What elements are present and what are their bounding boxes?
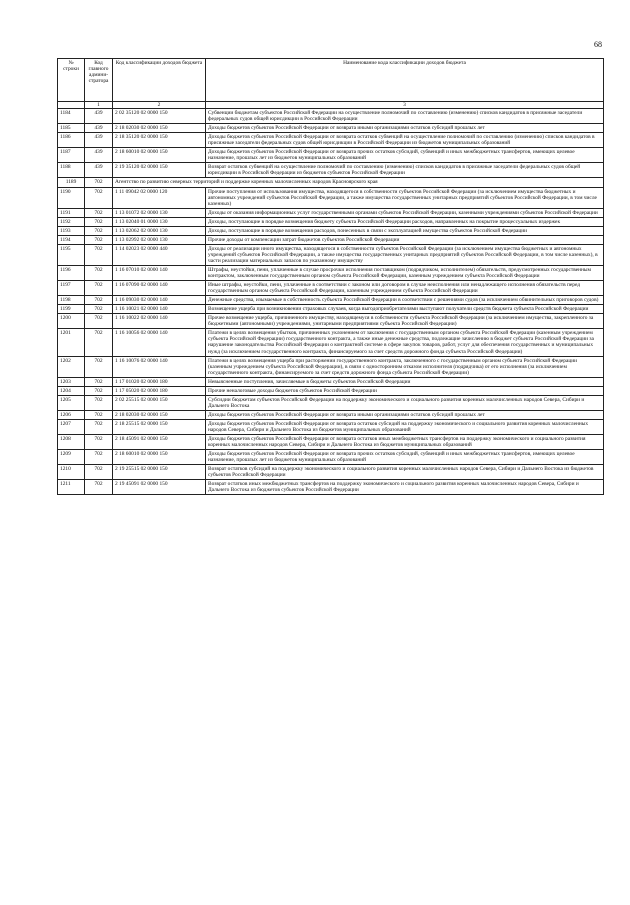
admin-code-cell: 702 bbox=[85, 226, 113, 235]
classification-code-cell: 2 18 60010 02 0000 150 bbox=[113, 148, 206, 163]
code-name-cell: Возврат остатков субсидий на поддержку экономического и социального развития коренных малочисленных народов Севера, Сибири и Дальнего Востока из бюджетов субъектов Российской Федерации bbox=[206, 465, 604, 480]
code-name-cell: Доходы бюджетов субъектов Российской Федерации от возврата остатков субвенций на осуществление полномочий по составлению (изменению) списков кандидатов в присяжные заседатели федеральных судов общей юрисдикции в Российской Федерации из бюджетов муниципальных образований bbox=[206, 133, 604, 148]
row-number-cell: 1210 bbox=[58, 465, 85, 480]
code-name-cell: Доходы бюджетов субъектов Российской Федерации от возврата иными организациями остатков субсидий прошлых лет bbox=[206, 410, 604, 419]
row-number-cell: 1202 bbox=[58, 356, 85, 377]
table-row bbox=[58, 208, 604, 217]
classification-code-cell: 2 18 25515 02 0000 150 bbox=[113, 419, 206, 434]
code-name-cell: Доходы бюджетов субъектов Российской Федерации от возврата иными организациями остатков субсидий прошлых лет bbox=[206, 124, 604, 133]
table-row bbox=[58, 419, 604, 434]
row-number-cell: 1203 bbox=[58, 377, 85, 386]
classification-code-cell: 2 19 35120 02 0000 150 bbox=[113, 163, 206, 178]
table-row bbox=[58, 314, 604, 329]
row-number-cell: 1199 bbox=[58, 305, 85, 314]
admin-code-cell: 702 bbox=[85, 244, 113, 265]
classification-code-cell: 1 13 02062 02 0000 130 bbox=[113, 226, 206, 235]
admin-code-cell: 702 bbox=[85, 410, 113, 419]
code-name-cell: Прочие неналоговые доходы бюджетов субъектов Российской Федерации bbox=[206, 386, 604, 395]
code-name-cell: Иные штрафы, неустойки, пени, уплаченные в соответствии с законом или договором в случае неисполнения или ненадлежащего исполнения обязательств перед государственным органом субъекта Российской Федерации, казенным учреждением субъекта Российской Федерации bbox=[206, 281, 604, 296]
table-row bbox=[58, 109, 604, 124]
table-row bbox=[58, 465, 604, 480]
page-number: 68 bbox=[594, 40, 602, 49]
admin-code-cell: 702 bbox=[85, 187, 113, 208]
table-row bbox=[58, 281, 604, 296]
classification-code-cell: 1 16 10021 02 0000 140 bbox=[113, 305, 206, 314]
classification-code-cell: 2 18 02030 02 0000 150 bbox=[113, 410, 206, 419]
header-classification-code: Код классификации доходов бюджета bbox=[113, 59, 206, 102]
admin-code-cell: 702 bbox=[85, 296, 113, 305]
admin-code-cell: 439 bbox=[85, 124, 113, 133]
table-row bbox=[58, 450, 604, 465]
admin-code-cell: 702 bbox=[85, 178, 113, 187]
classification-code-cell: 1 16 10022 02 0000 140 bbox=[113, 314, 206, 329]
row-number-cell: 1185 bbox=[58, 124, 85, 133]
code-name-cell: Невыясненные поступления, зачисляемые в бюджеты субъектов Российской Федерации bbox=[206, 377, 604, 386]
table-row bbox=[58, 235, 604, 244]
admin-code-cell: 702 bbox=[85, 356, 113, 377]
table-row bbox=[58, 178, 604, 187]
table-row bbox=[58, 329, 604, 356]
row-number-cell: 1206 bbox=[58, 410, 85, 419]
classification-code-cell: 1 16 10056 02 0000 140 bbox=[113, 329, 206, 356]
code-name-cell: Возврат остатков иных межбюджетных трансфертов на поддержку экономического и социального развития коренных малочисленных народов Севера, Сибири и Дальнего Востока из бюджетов субъектов Российской Федерации bbox=[206, 480, 604, 495]
admin-code-cell: 702 bbox=[85, 419, 113, 434]
admin-code-cell: 702 bbox=[85, 450, 113, 465]
classification-code-cell: 2 02 35120 02 0000 150 bbox=[113, 109, 206, 124]
table-header-row bbox=[58, 59, 604, 102]
code-name-cell: Доходы от оказания информационных услуг государственными органами субъектов Российской Федерации, казенными учреждениями субъектов Российской Федерации bbox=[206, 208, 604, 217]
admin-code-cell: 702 bbox=[85, 386, 113, 395]
table-body bbox=[58, 109, 604, 495]
code-name-cell: Платежи в целях возмещения ущерба при расторжении государственного контракта, заключенного с государственным органом субъекта Российской Федерации (казенным учреждением субъекта Российской Федерации), в связи с односторонним отказом исполнителя (подрядчика) от его исполнения (за исключением государственного контракта, финансируемого за счет средств дорожного фонда субъекта Российской Федерации) bbox=[206, 356, 604, 377]
row-number-cell: 1189 bbox=[58, 178, 85, 187]
table-row bbox=[58, 244, 604, 265]
table-row bbox=[58, 377, 604, 386]
table-row bbox=[58, 305, 604, 314]
row-number-cell: 1195 bbox=[58, 244, 85, 265]
code-name-cell: Возврат остатков субвенций на осуществление полномочий по составлению (изменению) списков кандидатов в присяжные заседатели федеральных судов общей юрисдикции в Российской Федерации из бюджетов субъектов Российской Федерации bbox=[206, 163, 604, 178]
row-number-cell: 1186 bbox=[58, 133, 85, 148]
admin-code-cell: 702 bbox=[85, 305, 113, 314]
table-row bbox=[58, 296, 604, 305]
code-name-cell: Доходы бюджетов субъектов Российской Федерации от возврата прочих остатков субсидий, субвенций и иных межбюджетных трансфертов, имеющих целевое назначение, прошлых лет из бюджетов муниципальных образований bbox=[206, 148, 604, 163]
classification-code-cell: 2 02 25515 02 0000 150 bbox=[113, 395, 206, 410]
classification-code-cell: 1 13 02040 01 0000 130 bbox=[113, 217, 206, 226]
admin-code-cell: 439 bbox=[85, 148, 113, 163]
classification-code-cell: 2 19 25515 02 0000 150 bbox=[113, 465, 206, 480]
classification-code-cell: 1 13 01072 02 0000 130 bbox=[113, 208, 206, 217]
admin-code-cell: 702 bbox=[85, 329, 113, 356]
admin-code-cell: 702 bbox=[85, 377, 113, 386]
classification-code-cell: 2 18 60010 02 0000 150 bbox=[113, 450, 206, 465]
code-name-cell: Доходы бюджетов субъектов Российской Федерации от возврата остатков иных межбюджетных трансфертов на поддержку экономического и социального развития коренных малочисленных народов Севера, Сибири и Дальнего Востока из бюджетов муниципальных образований bbox=[206, 435, 604, 450]
classification-code-cell: 1 16 10076 02 0000 140 bbox=[113, 356, 206, 377]
admin-code-cell: 702 bbox=[85, 465, 113, 480]
row-number-cell: 1201 bbox=[58, 329, 85, 356]
admin-code-cell: 702 bbox=[85, 281, 113, 296]
admin-code-cell: 702 bbox=[85, 480, 113, 495]
admin-code-cell: 439 bbox=[85, 163, 113, 178]
admin-code-cell: 439 bbox=[85, 133, 113, 148]
row-number-cell: 1188 bbox=[58, 163, 85, 178]
code-name-cell: Доходы, поступающие в порядке возмещения расходов, понесенных в связи с эксплуатацией имущества субъектов Российской Федерации bbox=[206, 226, 604, 235]
revenue-classification-table bbox=[57, 58, 604, 495]
admin-code-cell: 702 bbox=[85, 395, 113, 410]
row-number-cell: 1198 bbox=[58, 296, 85, 305]
table-row bbox=[58, 410, 604, 419]
table-row bbox=[58, 435, 604, 450]
row-number-cell: 1200 bbox=[58, 314, 85, 329]
code-name-cell: Прочее возмещение ущерба, причиненного имуществу, находящемуся в собственности субъекта Российской Федерации (за исключением имущества, закрепленного за бюджетными (автономными) учреждениями, унитарными предприятиями субъекта Российской Федерации) bbox=[206, 314, 604, 329]
column-number-row bbox=[58, 102, 604, 109]
row-number-cell: 1192 bbox=[58, 217, 85, 226]
row-number-cell: 1184 bbox=[58, 109, 85, 124]
code-name-cell: Прочие поступления от использования имущества, находящегося в собственности субъектов Российской Федерации (за исключением имущества бюджетных и автономных учреждений субъектов Российской Федерации, а также имущества государственных унитарных предприятий субъектов Российской Федерации, в том числе казенных) bbox=[206, 187, 604, 208]
row-number-cell: 1190 bbox=[58, 187, 85, 208]
column-number-cell: 1 bbox=[85, 102, 113, 109]
classification-code-cell: 1 11 09042 02 0000 120 bbox=[113, 187, 206, 208]
table-row bbox=[58, 187, 604, 208]
header-code-name: Наименование кода классификации доходов бюджета bbox=[206, 59, 604, 102]
code-name-cell: Прочие доходы от компенсации затрат бюджетов субъектов Российской Федерации bbox=[206, 235, 604, 244]
classification-code-cell: 2 18 45091 02 0000 150 bbox=[113, 435, 206, 450]
classification-code-cell: 1 13 02992 02 0000 130 bbox=[113, 235, 206, 244]
admin-code-cell: 702 bbox=[85, 235, 113, 244]
classification-code-cell: 1 14 02023 02 0000 440 bbox=[113, 244, 206, 265]
classification-code-cell: 2 18 02030 02 0000 150 bbox=[113, 124, 206, 133]
column-number-cell bbox=[58, 102, 85, 109]
row-number-cell: 1211 bbox=[58, 480, 85, 495]
code-name-cell: Денежные средства, изымаемые в собственность субъекта Российской Федерации в соответствии с решениями судов (за исключением обвинительных приговоров судов) bbox=[206, 296, 604, 305]
row-number-cell: 1204 bbox=[58, 386, 85, 395]
row-number-cell: 1197 bbox=[58, 281, 85, 296]
table-row bbox=[58, 163, 604, 178]
table-row bbox=[58, 226, 604, 235]
admin-code-cell: 702 bbox=[85, 265, 113, 280]
table-row bbox=[58, 124, 604, 133]
row-number-cell: 1191 bbox=[58, 208, 85, 217]
admin-code-cell: 702 bbox=[85, 217, 113, 226]
row-number-cell: 1193 bbox=[58, 226, 85, 235]
row-number-cell: 1205 bbox=[58, 395, 85, 410]
code-name-cell: Платежи в целях возмещения убытков, причиненных уклонением от заключения с государственным органом субъекта Российской Федерации (казенным учреждением субъекта Российской Федерации) государственного контракта, а также иные денежные средства, подлежащие зачислению в бюджет субъекта Российской Федерации за нарушение законодательства Российской Федерации о контрактной системе в сфере закупок товаров, работ, услуг для обеспечения государственных и муниципальных нужд (за исключением государственного контракта, финансируемого за счет средств дорожного фонда субъекта Российской Федерации) bbox=[206, 329, 604, 356]
classification-code-cell: 1 17 05020 02 0000 180 bbox=[113, 386, 206, 395]
admin-code-cell: 702 bbox=[85, 208, 113, 217]
code-name-cell: Доходы бюджетов субъектов Российской Федерации от возврата остатков субсидий на поддержку экономического и социального развития коренных малочисленных народов Севера, Сибири и Дальнего Востока из бюджетов муниципальных образований bbox=[206, 419, 604, 434]
row-number-cell: 1208 bbox=[58, 435, 85, 450]
row-number-cell: 1187 bbox=[58, 148, 85, 163]
table-row bbox=[58, 217, 604, 226]
header-row-number: № строки bbox=[58, 59, 85, 102]
classification-code-cell: 2 19 45091 02 0000 150 bbox=[113, 480, 206, 495]
row-number-cell: 1209 bbox=[58, 450, 85, 465]
table-row bbox=[58, 133, 604, 148]
column-number-cell: 3 bbox=[206, 102, 604, 109]
table-row bbox=[58, 265, 604, 280]
admin-code-cell: 702 bbox=[85, 435, 113, 450]
admin-code-cell: 439 bbox=[85, 109, 113, 124]
classification-code-cell: 1 16 09030 02 0000 140 bbox=[113, 296, 206, 305]
table-row bbox=[58, 386, 604, 395]
code-name-cell: Доходы, поступающие в порядке возмещения бюджету субъекта Российской Федерации расходов, направленных на покрытие процессуальных издержек bbox=[206, 217, 604, 226]
table-row bbox=[58, 148, 604, 163]
code-name-cell: Субсидии бюджетам субъектов Российской Федерации на поддержку экономического и социального развития коренных малочисленных народов Севера, Сибири и Дальнего Востока bbox=[206, 395, 604, 410]
header-admin-code: Код главного админи-стратора bbox=[85, 59, 113, 102]
classification-code-cell: 1 16 07010 02 0000 140 bbox=[113, 265, 206, 280]
code-name-cell: Доходы от реализации иного имущества, находящегося в собственности субъектов Российской Федерации (за исключением имущества бюджетных и автономных учреждений субъектов Российской Федерации, а также имущества государственных унитарных предприятий субъектов Российской Федерации, в том числе казенных), в части реализации материальных запасов по указанному имуществу bbox=[206, 244, 604, 265]
row-number-cell: 1207 bbox=[58, 419, 85, 434]
table-row bbox=[58, 395, 604, 410]
code-name-cell: Субвенции бюджетам субъектов Российской Федерации на осуществление полномочий по составлению (изменению) списков кандидатов в присяжные заседатели федеральных судов общей юрисдикции в Российской Федерации bbox=[206, 109, 604, 124]
classification-code-cell: 2 18 35120 02 0000 150 bbox=[113, 133, 206, 148]
row-number-cell: 1194 bbox=[58, 235, 85, 244]
column-number-cell: 2 bbox=[113, 102, 206, 109]
code-name-cell: Штрафы, неустойки, пени, уплаченные в случае просрочки исполнения поставщиком (подрядчиком, исполнителем) обязательств, предусмотренных государственным контрактом, заключенным государственным органом субъекта Российской Федерации, казенным учреждением субъекта Российской Федерации bbox=[206, 265, 604, 280]
code-name-cell: Доходы бюджетов субъектов Российской Федерации от возврата прочих остатков субсидий, субвенций и иных межбюджетных трансфертов, имеющих целевое назначение, прошлых лет из бюджетов муниципальных образований bbox=[206, 450, 604, 465]
row-number-cell: 1196 bbox=[58, 265, 85, 280]
section-title-cell: Агентство по развитию северных территорий и поддержке коренных малочисленных народов Красноярского края bbox=[113, 178, 604, 187]
code-name-cell: Возмещение ущерба при возникновении страховых случаев, когда выгодоприобретателями выступают получатели средств бюджета субъекта Российской Федерации bbox=[206, 305, 604, 314]
classification-code-cell: 1 17 01020 02 0000 180 bbox=[113, 377, 206, 386]
admin-code-cell: 702 bbox=[85, 314, 113, 329]
table-row bbox=[58, 480, 604, 495]
classification-code-cell: 1 16 07090 02 0000 140 bbox=[113, 281, 206, 296]
table-row bbox=[58, 356, 604, 377]
